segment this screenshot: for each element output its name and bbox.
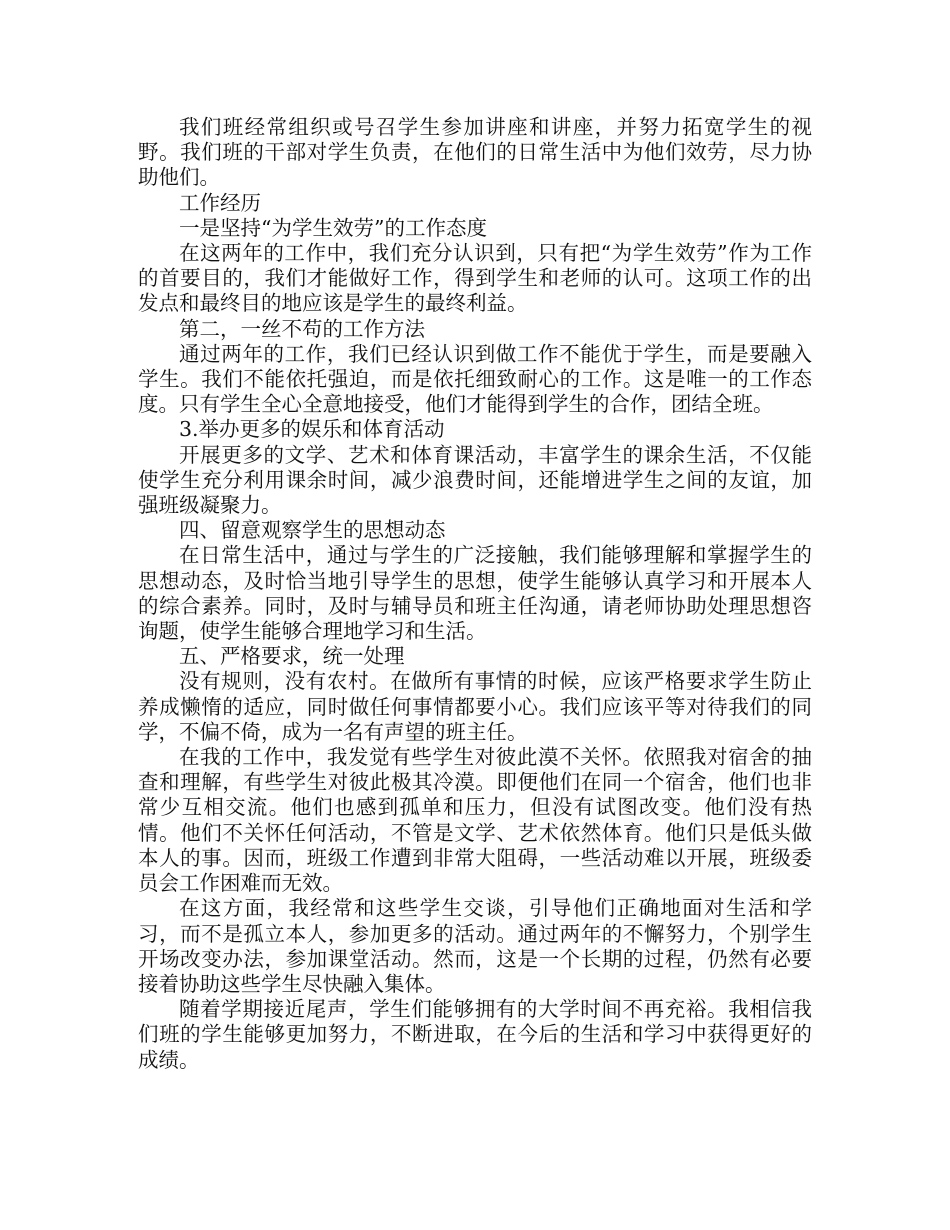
section-heading: 一是坚持“为学生效劳”的工作态度: [179, 215, 487, 240]
paragraph: 在日常生活中，通过与学生的广泛接触，我们能够理解和掌握学生的思想动态，及时恰当地引导学生的思想，使学生能够认真学习和开展本人的综合素养。同时，及时与辅导员和班主任沟通，请老师协助处理思想咨询题，使学生能够合理地学习和生活。: [138, 543, 812, 644]
paragraph: 在这两年的工作中，我们充分认识到，只有把“为学生效劳”作为工作的首要目的，我们才能做好工作，得到学生和老师的认可。这项工作的出发点和最终目的地应该是学生的最终利益。: [138, 241, 812, 316]
paragraph: 通过两年的工作，我们已经认识到做工作不能优于学生，而是要融入学生。我们不能依托强迫，而是依托细致耐心的工作。这是唯一的工作态度。只有学生全心全意地接受，他们才能得到学生的合作，团结全班。: [138, 341, 812, 417]
paragraph: 在我的工作中，我发觉有些学生对彼此漠不关怀。依照我对宿舍的抽查和理解，有些学生对彼此极其冷漠。即便他们在同一个宿舍，他们也非常少互相交流。他们也感到孤单和压力，但没有试图改变。他们没有热情。他们不关怀任何活动，不管是文学、艺术依然体育。他们只是低头做本人的事。因而，班级工作遭到非常大阻碍，一些活动难以开展，班级委员会工作困难而无效。: [138, 745, 812, 896]
paragraph: 随着学期接近尾声，学生们能够拥有的大学时间不再充裕。我相信我们班的学生能够更加努力，不断进取，在今后的生活和学习中获得更好的成绩。: [138, 997, 812, 1072]
paragraph: 在这方面，我经常和这些学生交谈，引导他们正确地面对生活和学习，而不是孤立本人，参加更多的活动。通过两年的不懈努力，个别学生开场改变办法，参加课堂活动。然而，这是一个长期的过程，仍然有必要接着协助这些学生尽快融入集体。: [138, 896, 812, 996]
section-heading: 四、留意观察学生的思想动态: [179, 518, 446, 543]
section-heading: 工作经历: [179, 190, 261, 215]
document-body: [138, 115, 812, 1073]
section-heading: 五、严格要求，统一处理: [179, 644, 405, 669]
section-heading: 3.举办更多的娱乐和体育活动: [179, 417, 445, 442]
section-heading: 第二，一丝不苟的工作方法: [179, 316, 425, 341]
paragraph: 我们班经常组织或号召学生参加讲座和讲座，并努力拓宽学生的视野。我们班的干部对学生负责，在他们的日常生活中为他们效劳，尽力协助他们。: [138, 115, 812, 190]
paragraph: 开展更多的文学、艺术和体育课活动，丰富学生的课余生活，不仅能使学生充分利用课余时间，减少浪费时间，还能增进学生之间的友谊，加强班级凝聚力。: [138, 442, 812, 518]
paragraph: 没有规则，没有农村。在做所有事情的时候，应该严格要求学生防止养成懒惰的适应，同时做任何事情都要小心。我们应该平等对待我们的同学，不偏不倚，成为一名有声望的班主任。: [138, 669, 812, 744]
